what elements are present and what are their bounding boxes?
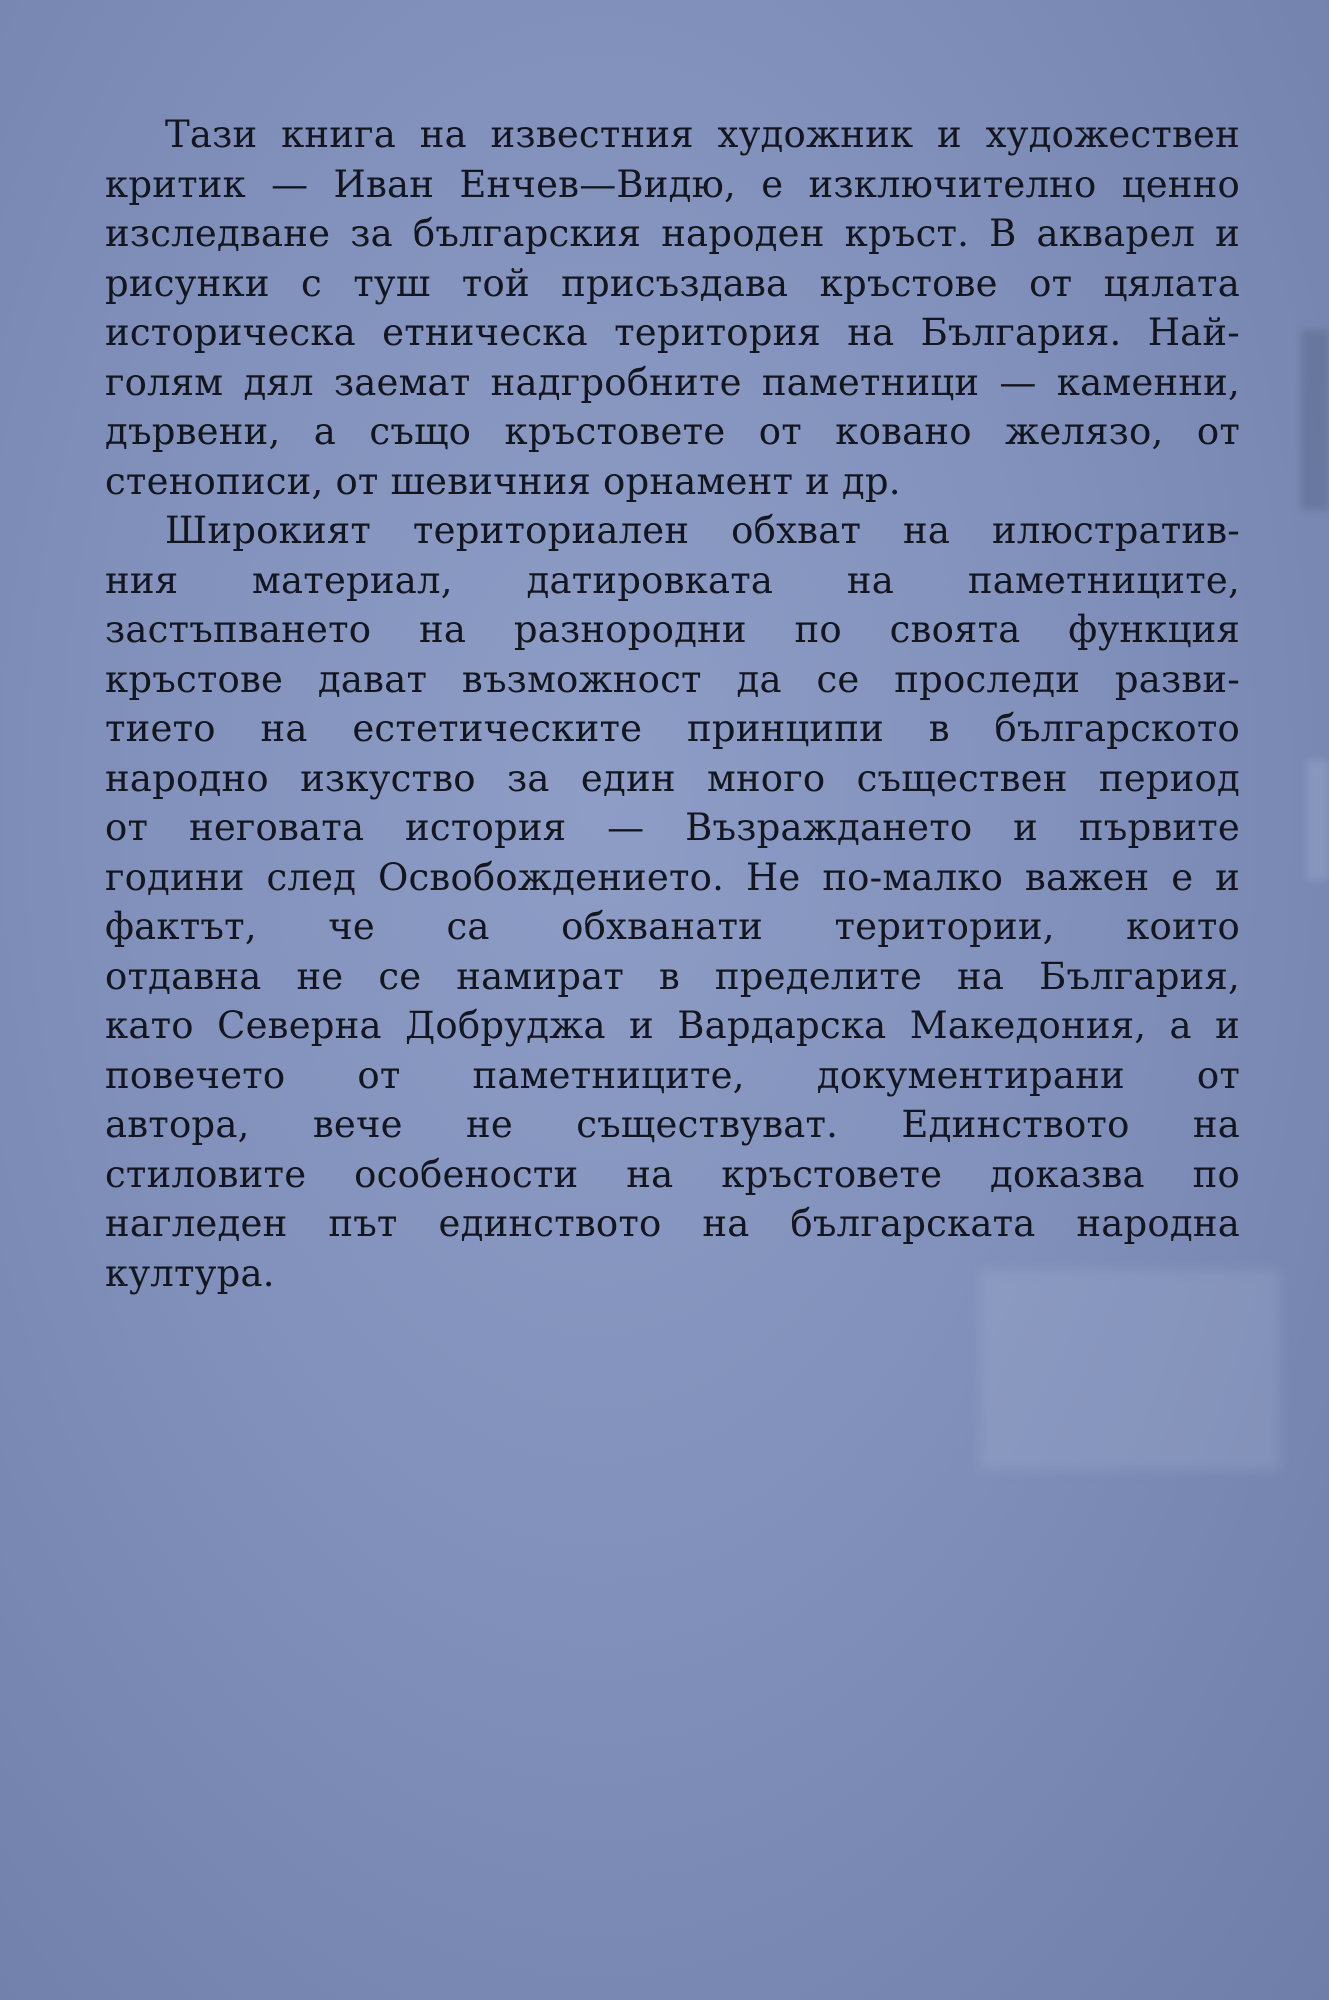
text-line: отдавна не се намират в пределите на България,: [105, 954, 1240, 998]
text-line: изследване за българския народен кръст. В акварел и: [105, 212, 1240, 255]
text-line: години след Освобождението. Не по-малко важен е и: [105, 855, 1240, 899]
text-line: от неговата история — Възраждането и първите: [105, 806, 1240, 849]
text-line: рисунки с туш той присъздава кръстове от цялата: [105, 261, 1240, 305]
text-line: повечето от паметниците, документирани от: [105, 1053, 1240, 1097]
background-shadow: [980, 1270, 1280, 1470]
text-line: ния материал, датировката на паметниците,: [105, 558, 1240, 602]
text-line: историческа етническа територия на България. Най-: [105, 311, 1240, 354]
text-line: стиловите особености на кръстовете доказва по: [105, 1152, 1240, 1196]
paragraph-2: [105, 506, 1240, 1298]
text-line: фактът, че са обхванати територии, които: [105, 905, 1240, 948]
text-line: култура.: [105, 1251, 275, 1295]
text-line: Тази книга на известния художник и художествен: [165, 113, 1240, 156]
background-edge-highlight: [1307, 760, 1329, 880]
text-line: тието на естетическите принципи в българското: [105, 707, 1240, 750]
text-line: кръстове дават възможност да се проследи разви-: [105, 657, 1240, 701]
paragraph-1: [105, 110, 1240, 506]
text-line: критик — Иван Енчев—Видю, е изключително ценно: [105, 162, 1240, 206]
text-line: застъпването на разнородни по своята функция: [105, 608, 1240, 651]
text-line: Широкият териториален обхват на илюстратив-: [165, 509, 1240, 552]
text-line: нагледен път единството на българската народна: [105, 1202, 1240, 1245]
background-edge-shadow: [1301, 330, 1329, 510]
text-line: дървени, а също кръстовете от ковано желязо, от: [105, 410, 1240, 453]
annotation-text: [105, 110, 1240, 1298]
text-line: като Северна Добруджа и Вардарска Македония, а и: [105, 1004, 1240, 1047]
text-line: автора, вече не съществуват. Единството на: [105, 1103, 1240, 1146]
text-line: голям дял заемат надгробните паметници — каменни,: [105, 360, 1240, 404]
text-line: народно изкуство за един много съществен период: [105, 756, 1240, 800]
text-line: стенописи, от шевичния орнамент и др.: [105, 459, 901, 503]
